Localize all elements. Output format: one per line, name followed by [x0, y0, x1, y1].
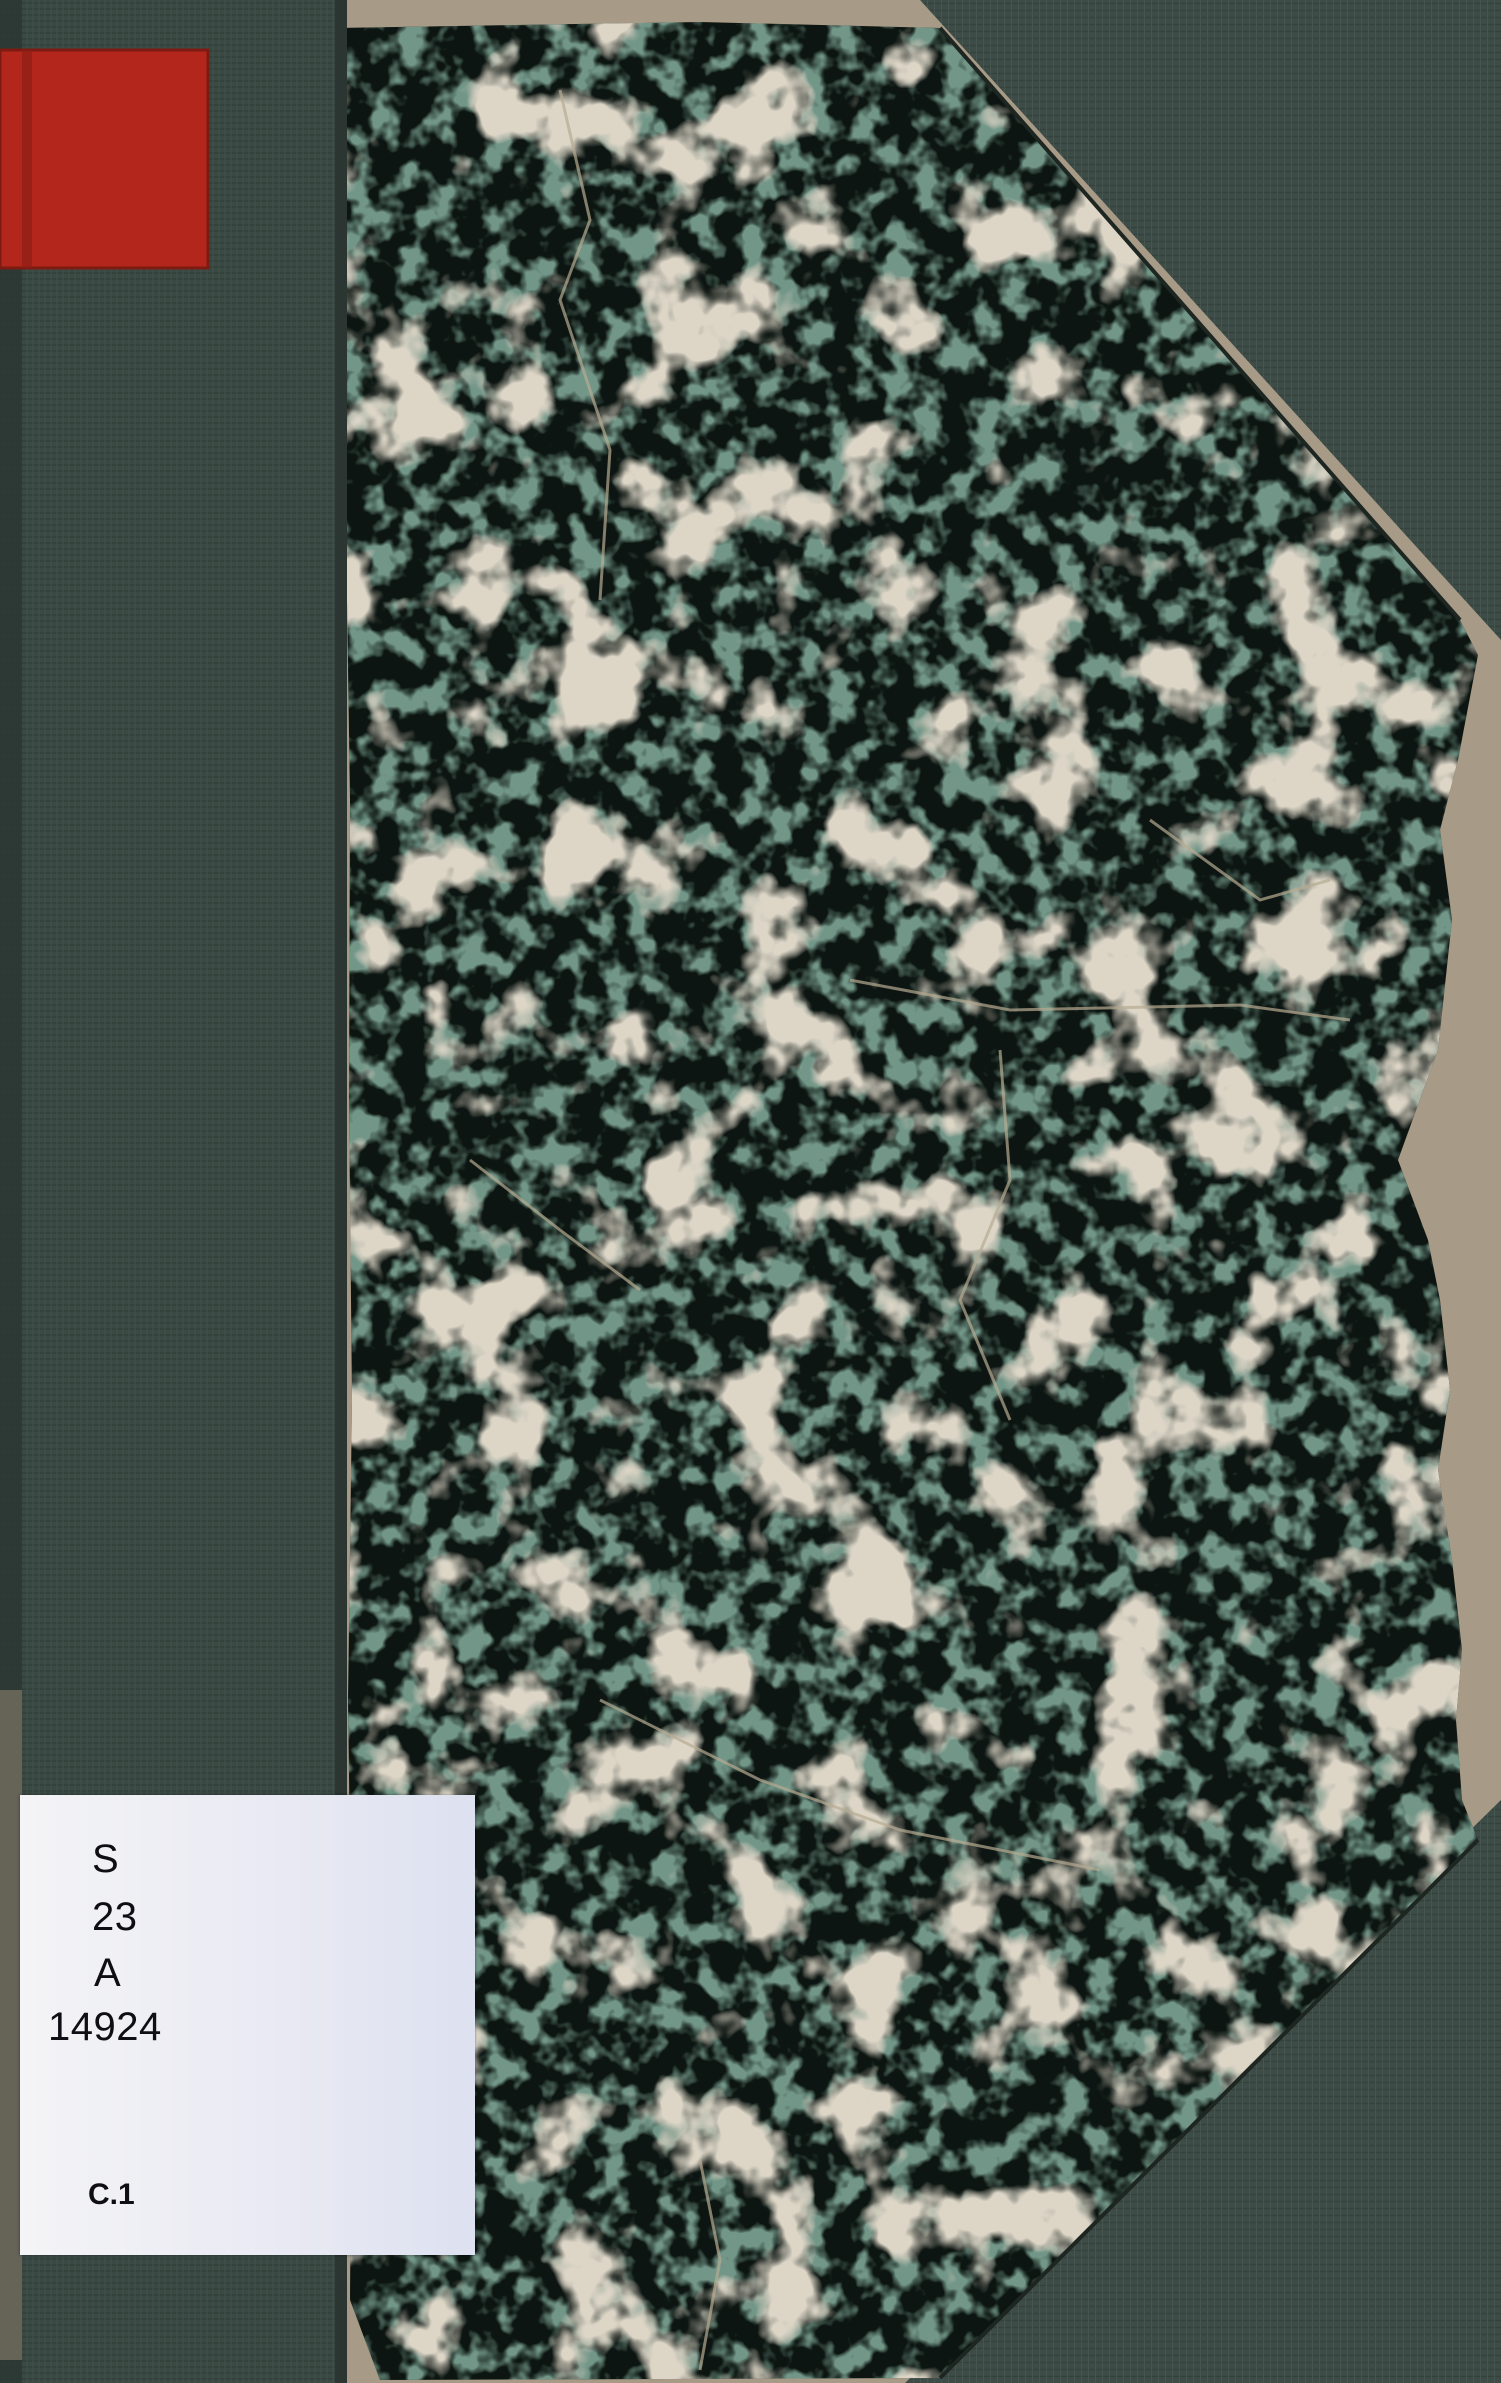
call-number-line-4: 14924	[48, 2005, 162, 2049]
copy-number: C.1	[88, 2178, 135, 2211]
call-number-line-3: A	[94, 1951, 122, 1995]
call-number-label	[20, 1795, 475, 2255]
call-number-line-1: S	[92, 1837, 120, 1881]
call-number-line-2: 23	[92, 1895, 138, 1939]
